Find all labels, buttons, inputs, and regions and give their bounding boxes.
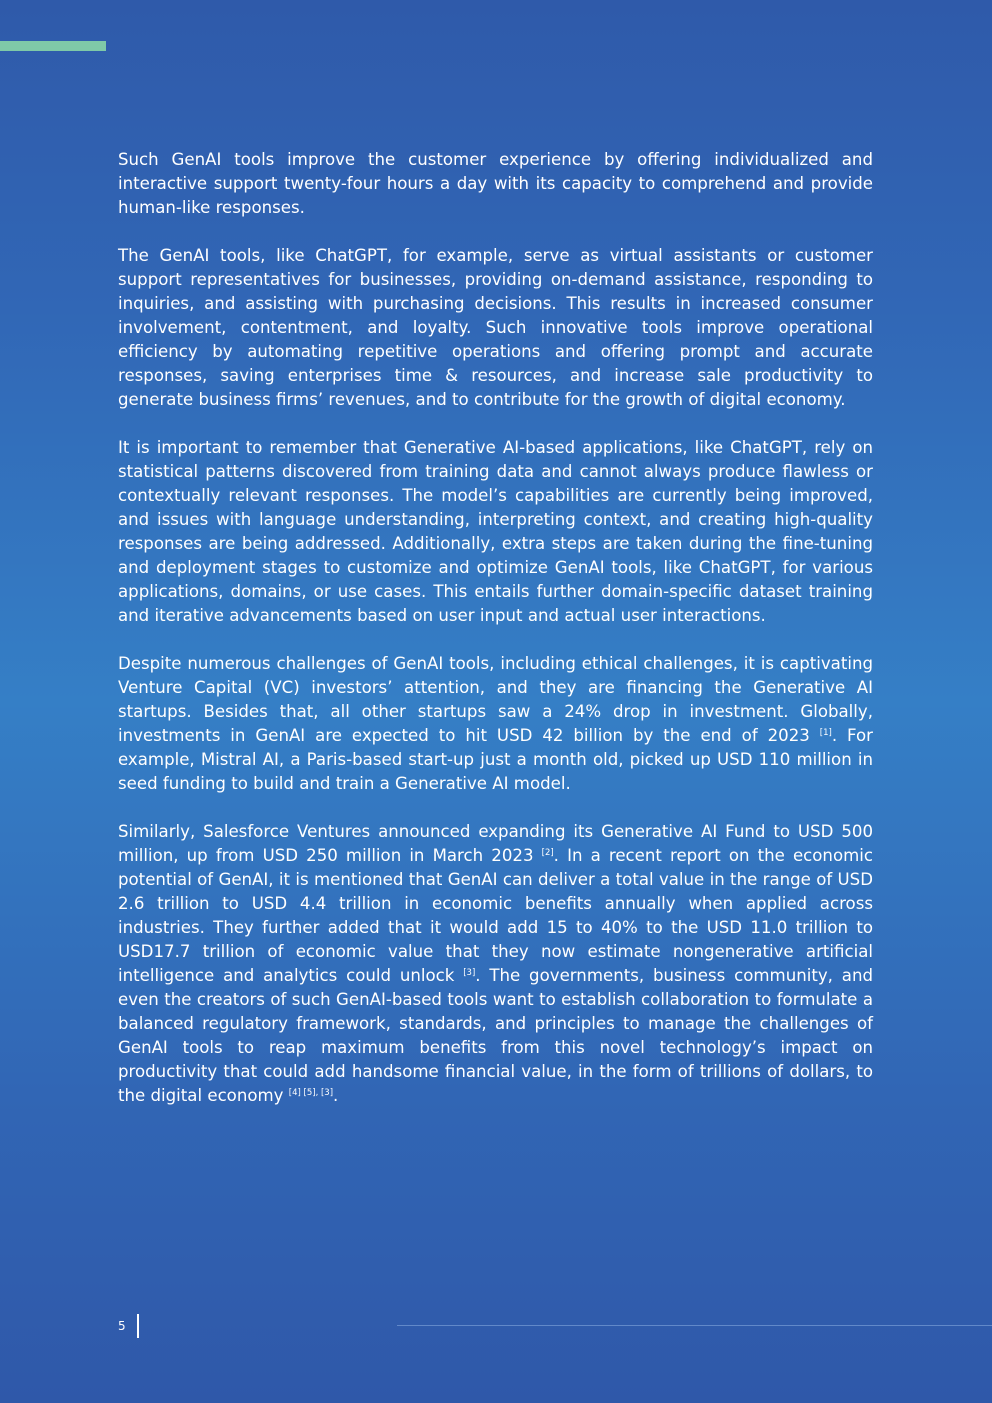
paragraph	[118, 436, 873, 628]
page-footer	[118, 1313, 139, 1338]
paragraph-text: . In a recent report on the economic potential of GenAI, it is mentioned that GenAI can deliver a total value in the range of USD 2.6 trillion to USD 4.4 trillion in economic benefits annually when applied across industries. They further added that it would add 15 to 40% to the USD 11.0 trillion to USD17.7 trillion of economic value that they now estimate nongenerative artificial intelligence and analytics could unlock	[118, 846, 874, 985]
body-text	[118, 148, 873, 1132]
citation-reference: [3]	[463, 968, 476, 978]
footer-rule	[397, 1325, 992, 1326]
paragraph	[118, 652, 873, 796]
paragraph	[118, 148, 873, 220]
paragraph-text: It is important to remember that Generative AI-based applications, like ChatGPT, rely on statistical patterns discovered from training data and cannot always produce flawless or contextually relevant responses. The model’s capabilities are currently being improved, and issues with language understanding, interpreting context, and creating high-quality responses are being addressed. Additionally, extra steps are taken during the fine-tuning and deployment stages to customize and optimize GenAI tools, like ChatGPT, for various applications, domains, or use cases. This entails further domain-specific dataset training and iterative advancements based on user input and actual user interactions.	[118, 438, 873, 625]
page-number-divider	[137, 1314, 139, 1338]
paragraph-text: Despite numerous challenges of GenAI tools, including ethical challenges, it is captivating Venture Capital (VC) investors’ attention, and they are financing the Generative AI startups. Besides that, all other startups saw a 24% drop in investment. Globally, investments in GenAI are expected to hit USD 42 billion by the end of 2023	[118, 654, 873, 745]
paragraph-text: . For example, Mistral AI, a Paris-based start-up just a month old, picked up USD 110 million in seed funding to build and train a Generative AI model.	[118, 726, 873, 793]
paragraph	[118, 820, 873, 1108]
citation-reference: [2]	[541, 848, 554, 858]
paragraph	[118, 244, 873, 412]
citation-reference: [1]	[819, 728, 832, 738]
paragraph-text: Such GenAI tools improve the customer experience by offering individualized and interactive support twenty-four hours a day with its capacity to comprehend and provide human-like responses.	[118, 150, 873, 217]
citation-reference: [4] [5], [3]	[288, 1088, 334, 1098]
paragraph-text: .	[333, 1086, 339, 1105]
paragraph-text: The GenAI tools, like ChatGPT, for example, serve as virtual assistants or customer support representatives for businesses, providing on-demand assistance, responding to inquiries, and assisting with purchasing decisions. This results in increased consumer involvement, contentment, and loyalty. Such innovative tools improve operational efficiency by automating repetitive operations and offering prompt and accurate responses, saving enterprises time & resources, and increase sale productivity to generate business firms’ revenues, and to contribute for the growth of digital economy.	[118, 246, 873, 409]
page-number: 5	[118, 1318, 126, 1333]
paragraph-text: . The governments, business community, and even the creators of such GenAI-based tools want to establish collaboration to formulate a balanced regulatory framework, standards, and principles to manage the challenges of GenAI tools to reap maximum benefits from this novel technology’s impact on productivity that could add handsome financial value, in the form of trillions of dollars, to the digital economy	[118, 966, 873, 1105]
paragraph-text: Similarly, Salesforce Ventures announced expanding its Generative AI Fund to USD 500 million, up from USD 250 million in March 2023	[118, 822, 873, 865]
accent-bar	[0, 41, 106, 51]
